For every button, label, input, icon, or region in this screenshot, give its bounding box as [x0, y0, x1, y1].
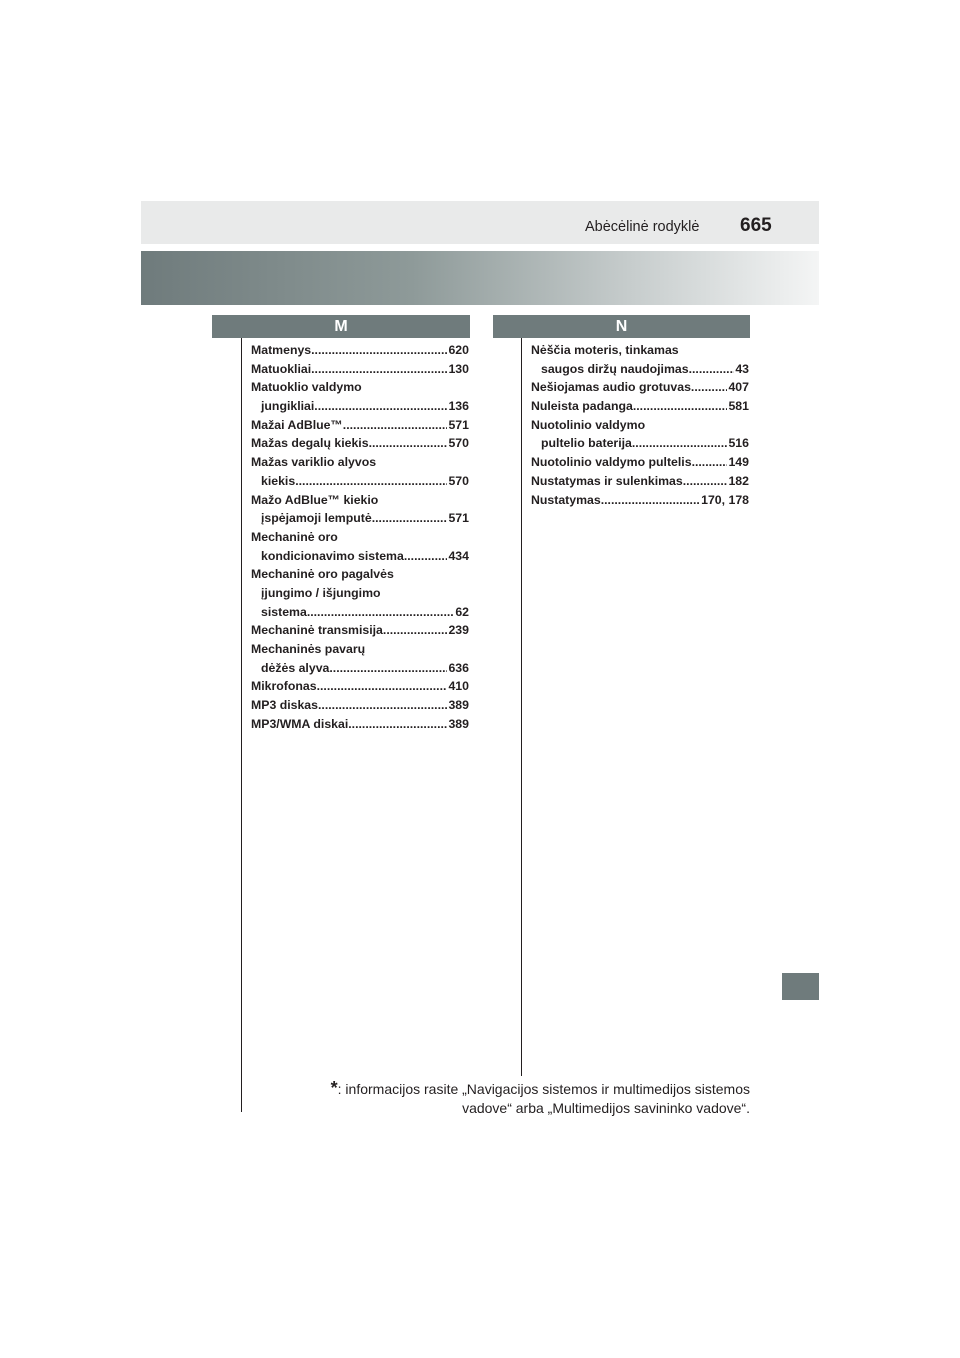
- index-entry-text: Mechaninės pavarų: [251, 642, 366, 656]
- index-entry-page: 389: [448, 698, 469, 713]
- index-entry-leader: [689, 360, 735, 379]
- index-entry-page: 410: [448, 679, 469, 694]
- index-entry-leader: [683, 472, 728, 491]
- index-entry-text: sistema: [261, 604, 307, 619]
- index-entry-leader: [314, 397, 447, 416]
- index-entry: [251, 341, 469, 360]
- index-entry-page: 434: [448, 548, 469, 563]
- index-entry-leader: [311, 360, 447, 379]
- index-entry-text: Mikrofonas: [251, 679, 317, 694]
- index-entry: [251, 677, 469, 696]
- index-entry-page: 43: [735, 361, 749, 376]
- index-entry-text: Nustatymas ir sulenkimas: [531, 473, 683, 488]
- index-entry: [251, 659, 469, 678]
- index-entry-leader: [383, 621, 448, 640]
- index-entry-page: 581: [728, 399, 749, 414]
- index-entry-leader: [307, 603, 455, 622]
- chapter-side-tab: [782, 973, 819, 1000]
- footnote: [290, 1079, 750, 1118]
- index-entry: [251, 416, 469, 435]
- index-entry-text: Matuoklio valdymo: [251, 380, 362, 395]
- index-entry: [251, 491, 469, 510]
- index-entry-leader: [317, 677, 448, 696]
- index-entry-text: MP3 diskas: [251, 698, 318, 713]
- index-entry: [531, 453, 749, 472]
- index-entry: [251, 472, 469, 491]
- footnote-text-1: : informacijos rasite „Navigacijos sistemos ir multimedijos sistemos: [337, 1081, 750, 1097]
- index-entry-text: Mažas degalų kiekis: [251, 436, 369, 451]
- index-entry-leader: [372, 509, 448, 528]
- index-entry: [251, 360, 469, 379]
- index-entry-leader: [348, 715, 447, 734]
- header-gradient-band: [141, 251, 819, 305]
- index-entry: [531, 341, 749, 360]
- index-entry-page: 620: [448, 343, 469, 357]
- index-entry-text: Nėščia moteris, tinkamas: [531, 343, 679, 357]
- index-entry: [251, 715, 469, 734]
- header-bar: [141, 201, 819, 244]
- index-entry-page: 389: [448, 716, 469, 731]
- index-entry-leader: [318, 696, 447, 715]
- index-entry-leader: [329, 659, 447, 678]
- index-entry: [251, 603, 469, 622]
- index-entry-leader: [692, 453, 728, 472]
- section-title: Abėcėlinė rodyklė: [585, 219, 700, 235]
- index-entry: [531, 397, 749, 416]
- index-entry-leader: [691, 378, 728, 397]
- index-entry-text: kondicionavimo sistema: [261, 548, 404, 563]
- index-entry: [251, 565, 469, 584]
- index-entry-leader: [295, 472, 447, 491]
- index-entry-page: 570: [448, 473, 469, 488]
- index-entry: [531, 472, 749, 491]
- index-entry-leader: [369, 434, 448, 453]
- index-entry: [251, 528, 469, 547]
- index-entry: [251, 547, 469, 566]
- page-number: 665: [740, 215, 772, 236]
- index-entry: [251, 584, 469, 603]
- index-entry: [531, 360, 749, 379]
- index-entry-page: 136: [448, 399, 469, 414]
- index-entry-text: įspėjamoji lemputė: [261, 511, 372, 526]
- left-column-rule: [241, 338, 242, 1112]
- index-entry-page: 571: [448, 417, 469, 432]
- index-entry-page: 239: [448, 623, 469, 638]
- footnote-star: *: [330, 1078, 338, 1098]
- index-entry-leader: [343, 416, 448, 435]
- index-entry-text: MP3/WMA diskai: [251, 716, 349, 731]
- index-entry: [251, 453, 469, 472]
- index-entry-text: Mechaninė oro pagalvės: [251, 567, 394, 582]
- index-entry-text: pultelio baterija: [541, 436, 632, 451]
- index-entry-text: Matuokliai: [251, 361, 312, 376]
- index-entry-text: Mechaninė oro: [251, 529, 338, 544]
- index-entry-text: dėžės alyva: [261, 660, 330, 675]
- index-entry-text: kiekis: [261, 473, 296, 488]
- index-entry: [251, 621, 469, 640]
- index-entry-page: 130: [448, 361, 469, 376]
- index-entry-page: 407: [728, 380, 749, 395]
- index-entry-page: 62: [455, 604, 469, 619]
- index-entry-text: Nuleista padanga: [531, 399, 633, 414]
- index-entry: [251, 509, 469, 528]
- index-entry: [531, 434, 749, 453]
- index-entry-page: 170, 178: [701, 492, 749, 507]
- index-entry-text: įjungimo / išjungimo: [261, 585, 381, 600]
- section-header-n: N: [493, 315, 750, 338]
- index-entry: [251, 640, 469, 659]
- section-header-m: M: [212, 315, 470, 338]
- index-entry-leader: [311, 341, 447, 360]
- index-entry: [251, 397, 469, 416]
- index-entry-text: Mažo AdBlue™ kiekio: [251, 492, 379, 507]
- index-entry-page: 182: [728, 473, 749, 488]
- index-entry-text: Nustatymas: [531, 492, 601, 507]
- index-entry-leader: [632, 434, 728, 453]
- index-entry-page: 516: [728, 436, 749, 451]
- index-entry-text: Mažas variklio alyvos: [251, 455, 377, 470]
- index-entry-page: 571: [448, 511, 469, 526]
- index-entry: [251, 696, 469, 715]
- index-entry-text: saugos diržų naudojimas: [541, 361, 689, 376]
- index-entry-text: Mechaninė transmisija: [251, 623, 383, 638]
- index-entry: [531, 378, 749, 397]
- index-entry-leader: [404, 547, 448, 566]
- index-entry-leader: [633, 397, 728, 416]
- index-entry-page: 570: [448, 436, 469, 451]
- index-entry-text: jungikliai: [261, 399, 315, 414]
- index-entry-page: 149: [728, 455, 749, 470]
- index-entry-text: Matmenys: [251, 343, 312, 357]
- index-entry-text: Nešiojamas audio grotuvas: [531, 380, 691, 395]
- index-entry-page: 636: [448, 660, 469, 675]
- index-entry-leader: [601, 491, 700, 510]
- middle-column-rule: [521, 338, 522, 1076]
- index-entry: [531, 416, 749, 435]
- index-entry-text: Mažai AdBlue™: [251, 417, 343, 432]
- index-entry: [251, 378, 469, 397]
- index-entry: [251, 434, 469, 453]
- index-entry: [531, 491, 749, 510]
- footnote-line-2: vadove“ arba „Multimedijos savininko vadove“.: [462, 1100, 750, 1116]
- index-column-m: [251, 341, 469, 733]
- index-entry-text: Nuotolinio valdymo: [531, 417, 646, 432]
- footnote-line-1: [290, 1079, 750, 1099]
- index-column-n: [531, 341, 749, 509]
- index-entry-text: Nuotolinio valdymo pultelis: [531, 455, 692, 470]
